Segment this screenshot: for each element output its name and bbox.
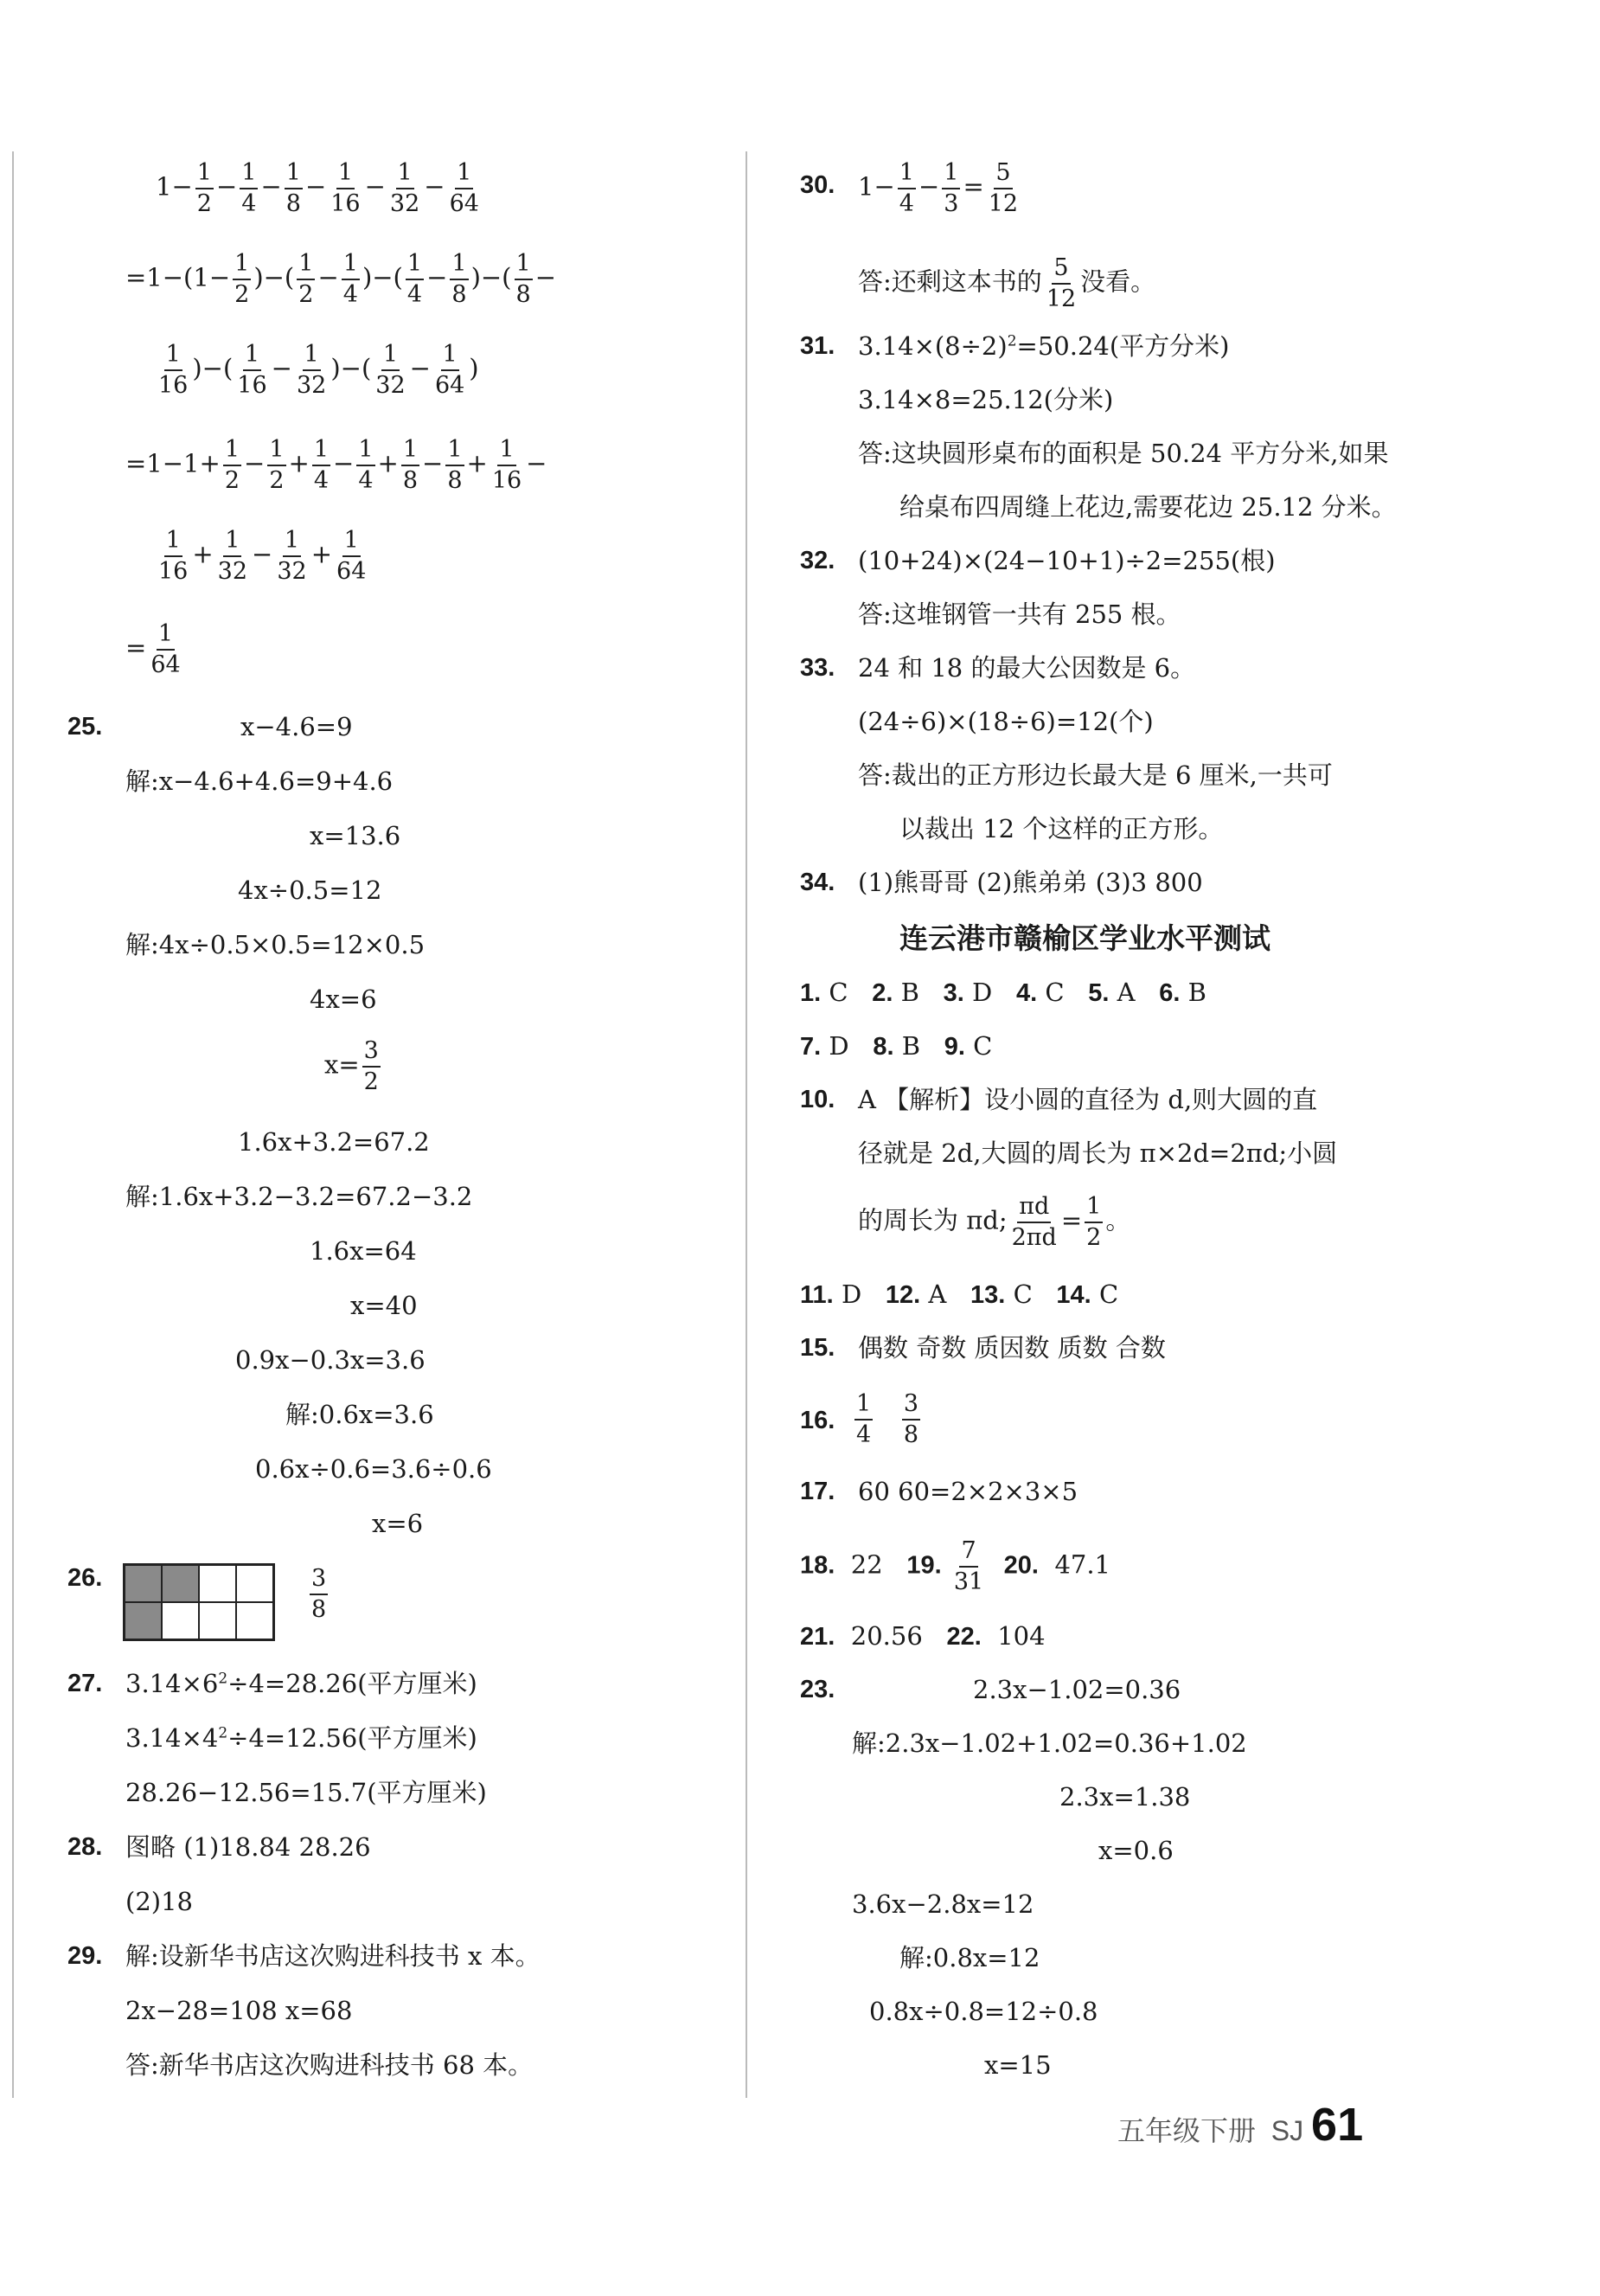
q17-line1: 60 60=2×2×3×5 — [858, 1477, 1078, 1506]
q31-number: 31. — [800, 332, 835, 360]
q25-eq3: 1.6x+3.2=67.2 — [238, 1127, 430, 1157]
calc-line-3: $\frac{1}{16}$ )−( $\frac{1}{16}$ − $\frac{1}{32}$ )−( $\frac{1}{32}$ − $\frac{1}{64}$ ) — [158, 341, 479, 399]
q28-line1: 图略 (1)18.84 28.26 — [125, 1832, 371, 1862]
q23-res2b: x=15 — [984, 2050, 1052, 2080]
q31-line4: 给桌布四周缝上花边,需要花边 25.12 分米。 — [899, 492, 1397, 522]
q28-number: 28. — [67, 1833, 103, 1861]
left-margin-rule — [12, 151, 14, 2098]
calc-line-6: = $\frac{1}{64}$ — [125, 620, 181, 678]
q28-line2: (2)18 — [125, 1887, 193, 1916]
q29-line3: 答:新华书店这次购进科技书 68 本。 — [125, 2050, 534, 2080]
q23-step1: 解:2.3x−1.02+1.02=0.36+1.02 — [852, 1728, 1247, 1758]
q25-step2: 解:4x÷0.5×0.5=12×0.5 — [125, 930, 426, 959]
calc-line-4: =1−1+ $\frac{1}{2}$ − $\frac{1}{2}$ + $\frac{1}{4}$ − $\frac{1}{4}$ + $\frac{1}{8}$ − $\frac{1}{8}$ + $\frac{1}{16}$ − — [125, 436, 547, 494]
q32-line1: (10+24)×(24−10+1)÷2=255(根) — [858, 546, 1276, 575]
q23-number: 23. — [800, 1676, 835, 1703]
q25-step3: 解:1.6x+3.2−3.2=67.2−3.2 — [125, 1182, 473, 1211]
q10-line2: 径就是 2d,大圆的周长为 π×2d=2πd;小圆 — [858, 1138, 1338, 1168]
q23-eq2: 3.6x−2.8x=12 — [852, 1889, 1034, 1919]
q33-number: 33. — [800, 654, 835, 682]
q23-res1b: x=0.6 — [1098, 1836, 1174, 1865]
edition-code: SJ — [1270, 2115, 1304, 2146]
grade-label: 五年级下册 — [1117, 2115, 1257, 2146]
q30-line1: 1− $\frac{1}{4}$ − $\frac{1}{3}$ = $\frac{5}{12}$ — [858, 159, 1019, 217]
q25-res1: x=13.6 — [310, 821, 401, 850]
q10-number: 10. — [800, 1086, 835, 1113]
q30-answer: 答:还剩这本书的 $\frac{5}{12}$ 没看。 — [858, 254, 1156, 312]
q33-line1: 24 和 18 的最大公因数是 6。 — [858, 653, 1196, 683]
q33-line3: 答:裁出的正方形边长最大是 6 厘米,一共可 — [858, 760, 1333, 790]
q25-res2b: x= $\frac{3}{2}$ — [324, 1037, 379, 1095]
q34-number: 34. — [800, 869, 835, 896]
shaded-grid-figure — [123, 1563, 275, 1641]
q25-eq4: 0.9x−0.3x=3.6 — [235, 1345, 426, 1375]
q30-number: 30. — [800, 171, 835, 199]
q25-eq1: x−4.6=9 — [240, 712, 353, 741]
q31-line2: 3.14×8=25.12(分米) — [858, 385, 1114, 414]
q33-line4: 以裁出 12 个这样的正方形。 — [899, 814, 1224, 843]
q16-answer: $\frac{1}{4}$ $\frac{3}{8}$ — [856, 1390, 919, 1448]
q15-number: 15. — [800, 1334, 835, 1362]
q27-line2: $3.14\times 4^2\div 4=12.56$(平方厘米) — [125, 1723, 477, 1753]
column-divider — [746, 151, 747, 2098]
q31-line3: 答:这块圆形桌布的面积是 50.24 平方分米,如果 — [858, 439, 1389, 468]
calc-line-5: $\frac{1}{16}$ + $\frac{1}{32}$ − $\frac{1}{32}$ + $\frac{1}{64}$ — [158, 527, 367, 585]
q29-number: 29. — [67, 1942, 103, 1970]
q25-res3a: 1.6x=64 — [310, 1236, 417, 1266]
q34-line1: (1)熊哥哥 (2)熊弟弟 (3)3 800 — [858, 868, 1203, 897]
calc-line-1: 1− $\frac{1}{2}$ − $\frac{1}{4}$ − $\frac{1}{8}$ − $\frac{1}{16}$ − $\frac{1}{32}$ − $\frac{1}{64}$ — [156, 159, 479, 217]
q17-number: 17. — [800, 1478, 835, 1505]
q29-line1: 解:设新华书店这次购进科技书 x 本。 — [125, 1941, 541, 1971]
mc-row-3: 11. D 12. A 13. C 14. C — [800, 1279, 1119, 1309]
q15-line1: 偶数 奇数 质因数 质数 合数 — [858, 1333, 1166, 1363]
q18-20-row: 18. 22 19. $\frac{7}{31}$ 20. 47.1 — [800, 1537, 1111, 1595]
q25-step4: 解:0.6x=3.6 — [285, 1400, 434, 1429]
q26-number: 26. — [67, 1564, 103, 1592]
q25-eq2: 4x÷0.5=12 — [238, 875, 382, 905]
q10-line1: A 【解析】设小圆的直径为 d,则大圆的直 — [858, 1085, 1318, 1114]
q23-eq1: 2.3x−1.02=0.36 — [973, 1675, 1181, 1704]
q25-number: 25. — [67, 713, 103, 741]
q23-step2: 解:0.8x=12 — [899, 1943, 1040, 1972]
q27-line1: $3.14\times 6^2\div 4=28.26$(平方厘米) — [125, 1669, 477, 1698]
q26-answer: $\frac{3}{8}$ — [311, 1565, 327, 1623]
section-title: 连云港市赣榆区学业水平测试 — [899, 921, 1270, 955]
page-number: 61 — [1311, 2099, 1364, 2151]
q23-res1: 2.3x=1.38 — [1059, 1782, 1191, 1812]
q29-line2: 2x−28=108 x=68 — [125, 1996, 353, 2025]
page-footer — [1117, 2098, 1363, 2152]
q27-number: 27. — [67, 1670, 103, 1697]
q10-line3: 的周长为 πd; $\frac{\pi d}{2\pi d}$ = $\frac{1}{2}$ 。 — [858, 1193, 1131, 1251]
q31-line1: $3.14\times(8\div 2)^2=50.24$(平方分米) — [858, 331, 1230, 361]
q32-number: 32. — [800, 547, 835, 574]
fraction: $\frac{1}{2}$ — [196, 159, 212, 217]
q25-res2a: 4x=6 — [310, 984, 377, 1014]
q33-line2: (24÷6)×(18÷6)=12(个) — [858, 707, 1154, 736]
q23-res2: 0.8x÷0.8=12÷0.8 — [869, 1997, 1098, 2026]
q21-22-row: 21. 20.56 22. 104 — [800, 1621, 1046, 1651]
q25-res4b: x=6 — [372, 1509, 424, 1538]
q25-res4a: 0.6x÷0.6=3.6÷0.6 — [255, 1454, 492, 1484]
q27-line3: 28.26−12.56=15.7(平方厘米) — [125, 1778, 487, 1807]
q16-number: 16. — [800, 1407, 835, 1434]
q25-step1: 解:x−4.6+4.6=9+4.6 — [125, 766, 394, 796]
calc-line-2: =1−(1− $\frac{1}{2}$ )−( $\frac{1}{2}$ − $\frac{1}{4}$ )−( $\frac{1}{4}$ − $\frac{1}{8}$ )−( $\frac{1}{8}$ − — [125, 250, 556, 308]
mc-row-1: 1. C 2. B 3. D 4. C 5. A 6. B — [800, 978, 1206, 1007]
mc-row-2: 7. D 8. B 9. C — [800, 1031, 993, 1061]
q25-res3b: x=40 — [350, 1291, 418, 1320]
q32-line2: 答:这堆钢管一共有 255 根。 — [858, 600, 1181, 629]
